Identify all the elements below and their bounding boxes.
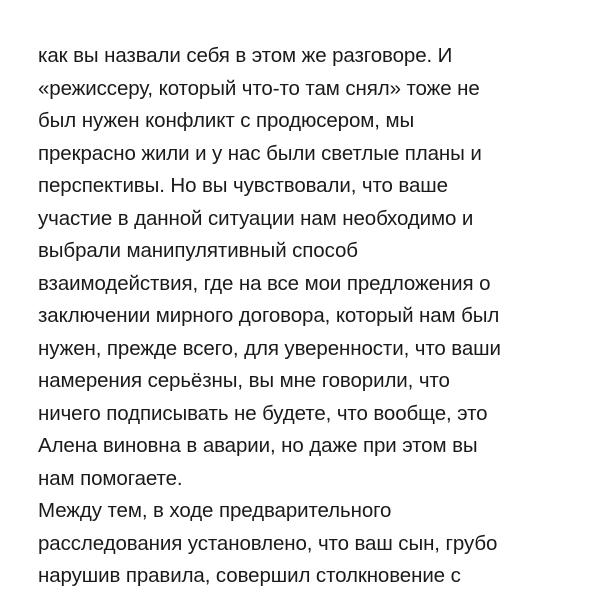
text-line: Между тем, в ходе предварительного [38, 499, 392, 522]
text-line: нам помогаете. [38, 466, 183, 490]
text-line: перспективы. Но вы чувствовали, что ваше [38, 174, 448, 197]
text-line: взаимодействия, где на все мои предложения о [38, 271, 491, 295]
text-line: участие в данной ситуации нам необходимо и [38, 206, 474, 230]
text-line: как вы назвали себя в этом же разговоре. И [38, 44, 453, 67]
text-line: прекрасно жили и у нас были светлые планы и [38, 141, 482, 165]
document-text [38, 40, 578, 593]
text-line: был нужен конфликт с продюсером, мы [38, 109, 415, 132]
text-line: расследования установлено, что ваш сын, грубо [38, 531, 498, 555]
text-line: нужен, прежде всего, для уверенности, что ваши [38, 336, 501, 360]
text-line: нарушив правила, совершил столкновение с [38, 564, 461, 587]
text-line: Алена виновна в аварии, но даже при этом вы [38, 434, 478, 457]
text-line: ничего подписывать не будете, что вообще, это [38, 401, 488, 425]
text-line: намерения серьёзны, вы мне говорили, что [38, 369, 450, 392]
text-line: выбрали манипулятивный способ [38, 239, 358, 262]
text-line: заключении мирного договора, который нам был [38, 304, 500, 327]
text-line: «режиссеру, который что-то там снял» тоже не [38, 76, 480, 100]
